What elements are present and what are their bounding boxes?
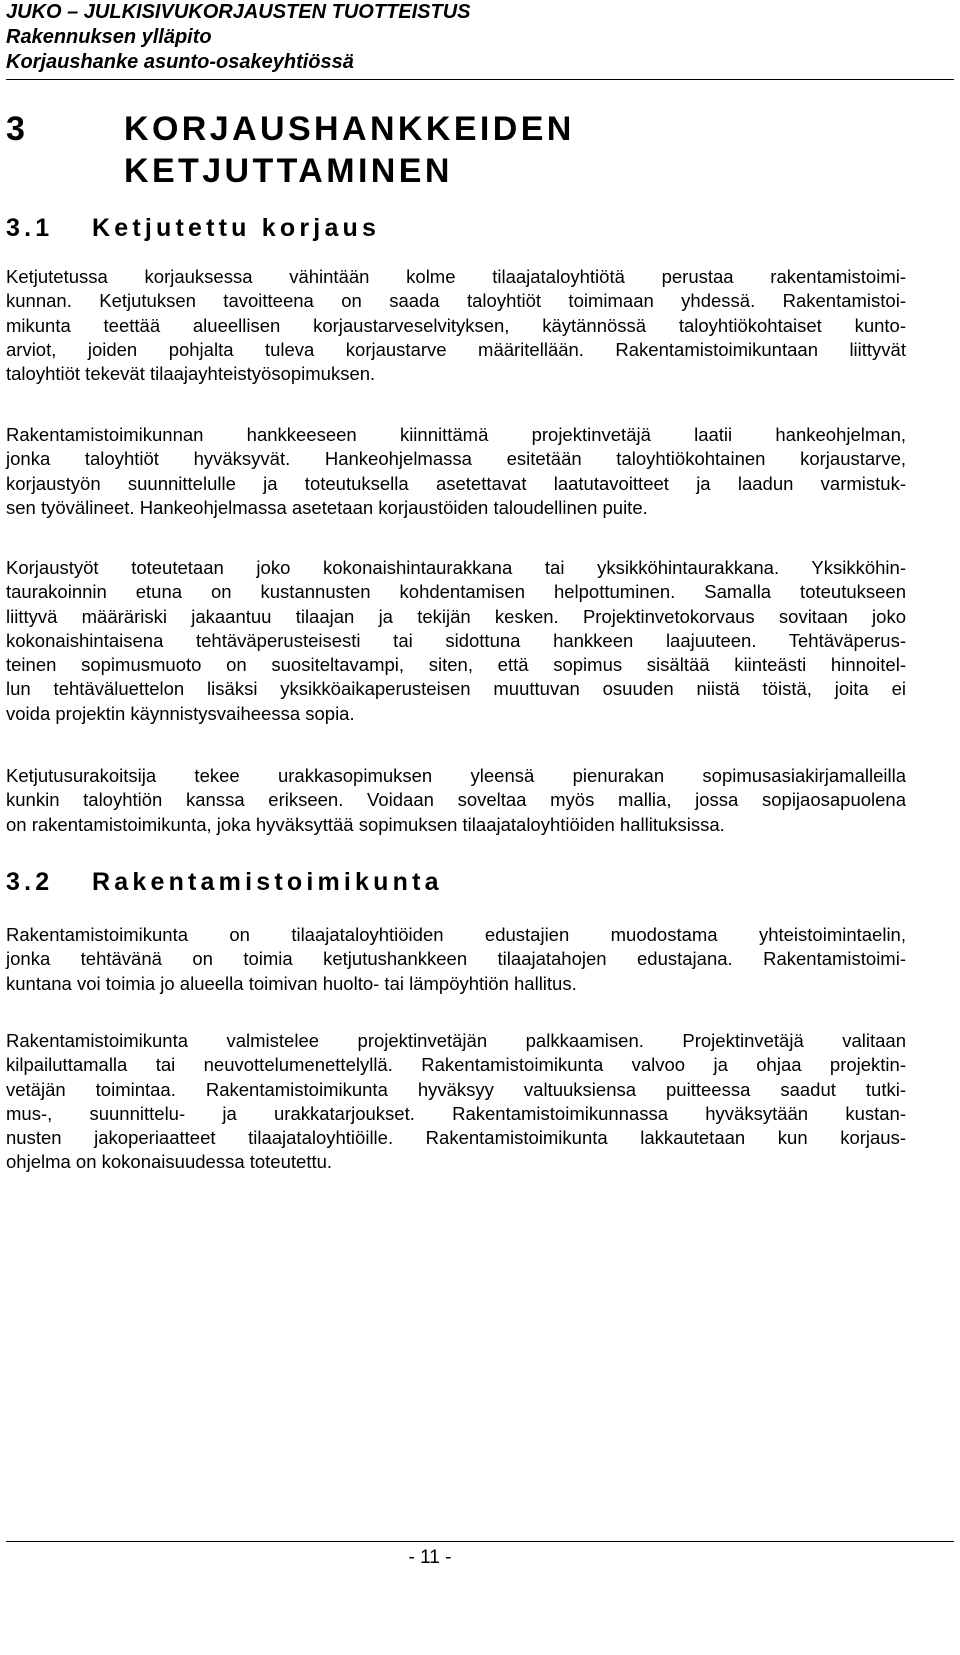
text-line: Ketjutetussa korjauksessa vähintään kolme tilaajataloyhtiötä perustaa rakentamistoimi- xyxy=(6,266,906,287)
text-line: taurakoinnin etuna on kustannusten kohdentamisen helpottuminen. Samalla toteutukseen xyxy=(6,581,906,603)
header-series-title: JUKO – JULKISIVUKORJAUSTEN TUOTTEISTUS xyxy=(6,1,471,23)
text-line: lun tehtäväluettelon lisäksi yksikköaikaperusteisen muuttuvan osuuden niistä töistä, joita ei xyxy=(6,678,906,700)
text-line: liittyvä määräriski jakaantuu tilaajan ja tekijän kesken. Projektinvetokorvaus sovitaan joko xyxy=(6,605,906,627)
text-line: vetäjän toimintaa. Rakentamistoimikunta hyväksyy valtuuksiensa puitteessa saadut tutki- xyxy=(6,1078,906,1100)
text-line: teinen sopimusmuoto on suositeltavampi, siten, että sopimus sisältää kiinteästi hinnoitel- xyxy=(6,654,906,676)
paragraph xyxy=(6,764,906,837)
paragraph xyxy=(6,923,906,996)
paragraph xyxy=(6,556,906,726)
section-number: 3.1 xyxy=(6,214,54,242)
text-line: korjaustyön suunnittelulle ja toteutuksella asetettavat laatutavoitteet ja laadun varmistuk- xyxy=(6,472,906,494)
section-heading-3-1 xyxy=(6,213,380,243)
text-line: mus-, suunnittelu- ja urakkatarjoukset. Rakentamistoimikunnassa hyväksytään kustan- xyxy=(6,1102,906,1124)
text-line: Korjaustyöt toteutetaan joko kokonaishintaurakkana tai yksikköhintaurakkana. Yksikköhin- xyxy=(6,557,906,578)
text-line: on rakentamistoimikunta, joka hyväksyttää sopimuksen tilaajataloyhtiöiden hallituksissa. xyxy=(6,813,725,835)
chapter-number: 3 xyxy=(6,110,29,148)
section-title: Ketjutettu korjaus xyxy=(92,214,381,242)
page-number: - 11 - xyxy=(408,1547,452,1568)
text-line: voida projektin käynnistysvaiheessa sopia. xyxy=(6,702,355,724)
text-line: arviot, joiden pohjalta tuleva korjaustarve määritellään. Rakentamistoimikuntaan liittyvät xyxy=(6,338,906,360)
text-line: kunkin taloyhtiön kanssa erikseen. Voidaan soveltaa myös mallia, jossa sopijaosapuolena xyxy=(6,789,906,811)
text-line: jonka taloyhtiöt hyväksyvät. Hankeohjelmassa esitetään taloyhtiökohtainen korjaustarve, xyxy=(6,448,906,470)
text-line: sen työvälineet. Hankeohjelmassa asetetaan korjaustöiden taloudellinen puite. xyxy=(6,496,648,518)
text-line: kilpailuttamalla tai neuvottelumenettelyllä. Rakentamistoimikunta valvoo ja ohjaa projektin- xyxy=(6,1054,906,1076)
section-number: 3.2 xyxy=(6,868,54,896)
header-divider xyxy=(6,79,954,80)
text-line: Rakentamistoimikunta valmistelee projektinvetäjän palkkaamisen. Projektinvetäjä valitaan xyxy=(6,1030,906,1051)
text-line: Rakentamistoimikunta on tilaajataloyhtiöiden edustajien muodostama yhteistoimintaelin, xyxy=(6,924,906,945)
text-line: jonka tehtävänä on toimia ketjutushankkeen tilaajatahojen edustajana. Rakentamistoimi- xyxy=(6,948,906,970)
text-line: taloyhtiöt tekevät tilaajayhteistyösopimuksen. xyxy=(6,363,376,385)
text-line: Rakentamistoimikunnan hankkeeseen kiinnittämä projektinvetäjä laatii hankeohjelman, xyxy=(6,424,906,445)
text-line: kuntana voi toimia jo alueella toimivan huolto- tai lämpöyhtiön hallitus. xyxy=(6,972,577,994)
text-line: ohjelma on kokonaisuudessa toteutettu. xyxy=(6,1151,333,1173)
paragraph xyxy=(6,265,906,386)
section-heading-3-2 xyxy=(6,867,443,897)
running-header xyxy=(6,0,471,75)
paragraph xyxy=(6,423,906,520)
chapter-title-line-1: KORJAUSHANKKEIDEN xyxy=(124,110,575,148)
text-line: kunnan. Ketjutuksen tavoitteena on saada taloyhtiöt toimimaan yhdessä. Rakentamistoi- xyxy=(6,290,906,312)
header-document-title: Korjaushanke asunto-osakeyhtiössä xyxy=(6,51,354,73)
text-line: mikunta teettää alueellisen korjaustarveselvityksen, käytännössä taloyhtiökohtaiset kunto- xyxy=(6,314,906,336)
text-line: kokonaishintaisena tehtäväperusteisesti tai sidottuna hankkeen laajuuteen. Tehtäväperus- xyxy=(6,629,906,651)
text-line: nusten jakoperiaatteet tilaajataloyhtiöille. Rakentamistoimikunta lakkautetaan kun korjaus- xyxy=(6,1127,906,1149)
text-line: Ketjutusurakoitsija tekee urakkasopimuksen yleensä pienurakan sopimusasiakirjamalleilla xyxy=(6,765,906,786)
chapter-title-line-2: KETJUTTAMINEN xyxy=(124,152,453,190)
footer-divider xyxy=(6,1541,954,1542)
header-subject: Rakennuksen ylläpito xyxy=(6,26,212,48)
section-title: Rakentamistoimikunta xyxy=(92,868,443,896)
chapter-heading xyxy=(6,108,644,192)
paragraph xyxy=(6,1029,906,1175)
